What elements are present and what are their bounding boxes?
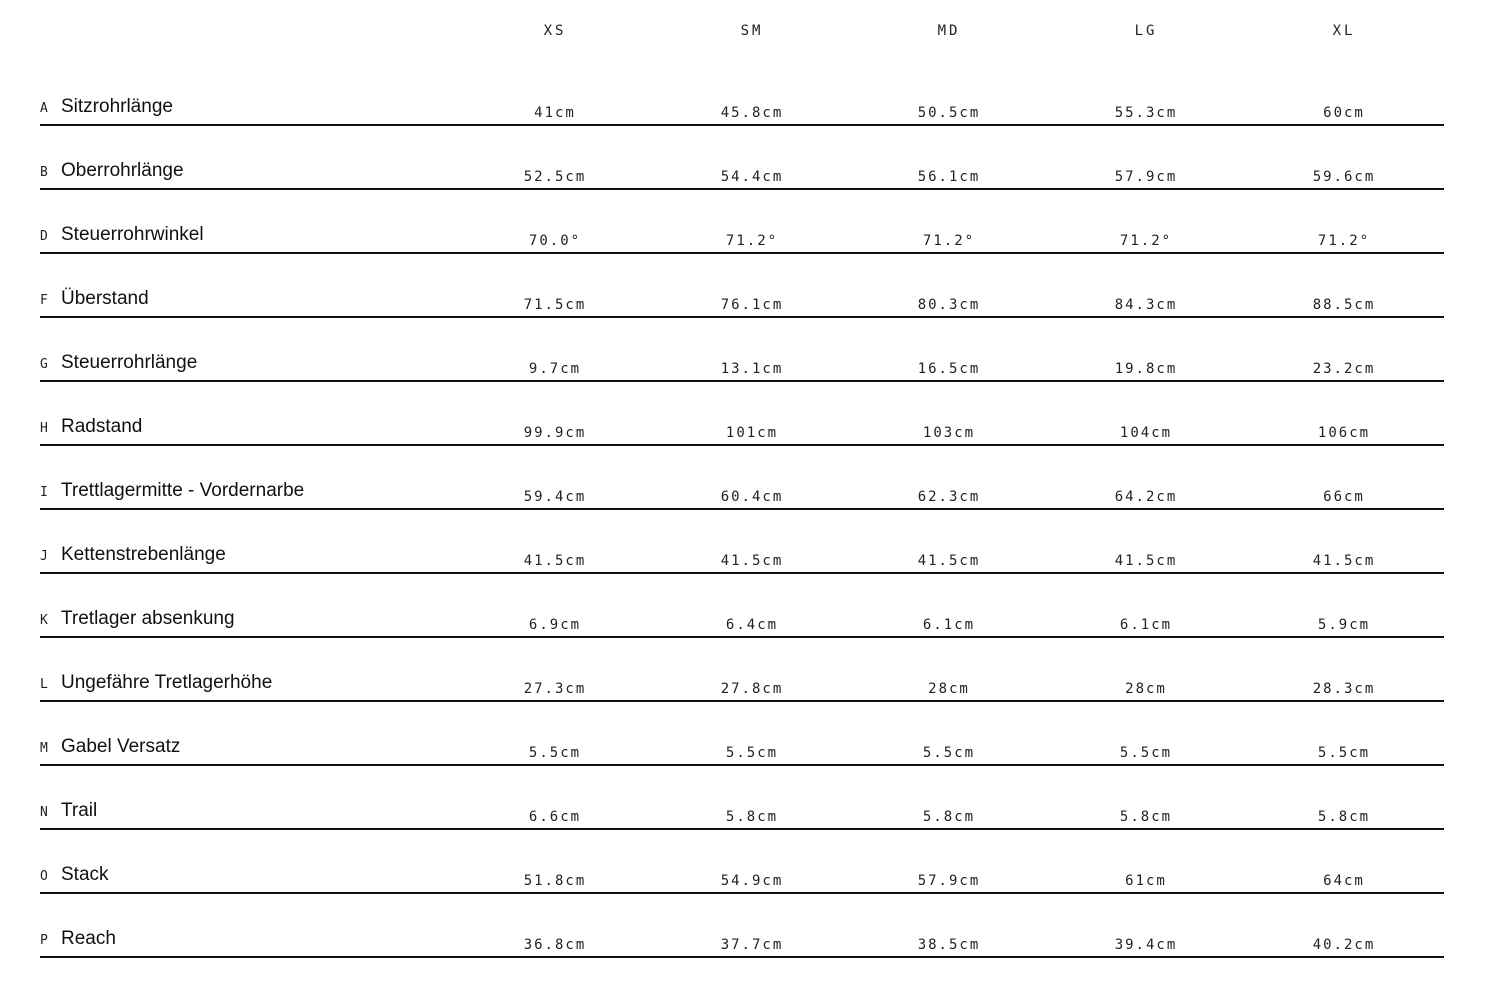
row-letter: J	[40, 549, 48, 564]
value-cell-md: 62.3cm	[917, 489, 981, 505]
value-cell-xs: 41.5cm	[523, 553, 587, 569]
value-cell-lg: 71.2°	[1119, 233, 1173, 249]
value-cell-sm: 54.4cm	[720, 169, 784, 185]
row-label: Stack	[61, 864, 109, 885]
table-row	[40, 638, 1444, 702]
size-header-sm: SM	[740, 23, 764, 39]
value-cell-md: 103cm	[922, 425, 976, 441]
row-letter: P	[40, 933, 48, 948]
table-row	[40, 126, 1444, 190]
table-row	[40, 702, 1444, 766]
value-cell-xs: 70.0°	[528, 233, 582, 249]
value-cell-xs: 9.7cm	[528, 361, 582, 377]
size-header-row	[40, 0, 1444, 62]
value-cell-xl: 5.9cm	[1317, 617, 1371, 633]
value-cell-xl: 60cm	[1323, 105, 1365, 121]
row-label: Radstand	[61, 416, 143, 437]
value-cell-xl: 71.2°	[1317, 233, 1371, 249]
row-label: Trail	[61, 800, 98, 821]
value-cell-lg: 64.2cm	[1114, 489, 1178, 505]
value-cell-xs: 51.8cm	[523, 873, 587, 889]
value-cell-xs: 59.4cm	[523, 489, 587, 505]
table-row	[40, 766, 1444, 830]
value-cell-xl: 40.2cm	[1312, 937, 1376, 953]
value-cell-md: 80.3cm	[917, 297, 981, 313]
size-header-xl: XL	[1332, 23, 1356, 39]
value-cell-lg: 6.1cm	[1119, 617, 1173, 633]
row-letter: M	[40, 741, 48, 756]
row-letter: N	[40, 805, 48, 820]
value-cell-xs: 6.6cm	[528, 809, 582, 825]
value-cell-md: 28cm	[928, 681, 970, 697]
value-cell-lg: 104cm	[1119, 425, 1173, 441]
row-letter: D	[40, 229, 48, 244]
row-label: Steuerrohrlänge	[61, 352, 198, 373]
value-cell-xl: 5.5cm	[1317, 745, 1371, 761]
row-label: Überstand	[61, 288, 149, 309]
value-cell-xl: 66cm	[1323, 489, 1365, 505]
table-row	[40, 894, 1444, 958]
row-label: Steuerrohrwinkel	[61, 224, 204, 245]
geometry-table	[40, 0, 1444, 958]
value-cell-sm: 60.4cm	[720, 489, 784, 505]
row-letter: L	[40, 677, 48, 692]
table-row	[40, 574, 1444, 638]
value-cell-sm: 101cm	[725, 425, 779, 441]
value-cell-xs: 27.3cm	[523, 681, 587, 697]
value-cell-sm: 5.5cm	[725, 745, 779, 761]
value-cell-md: 56.1cm	[917, 169, 981, 185]
value-cell-xl: 5.8cm	[1317, 809, 1371, 825]
value-cell-sm: 37.7cm	[720, 937, 784, 953]
value-cell-xs: 52.5cm	[523, 169, 587, 185]
value-cell-md: 6.1cm	[922, 617, 976, 633]
row-label: Tretlager absenkung	[61, 608, 235, 629]
value-cell-md: 71.2°	[922, 233, 976, 249]
table-row	[40, 382, 1444, 446]
row-label: Oberrohrlänge	[61, 160, 184, 181]
value-cell-lg: 55.3cm	[1114, 105, 1178, 121]
table-row	[40, 62, 1444, 126]
row-label: Reach	[61, 928, 116, 949]
row-letter: F	[40, 293, 48, 308]
size-header-md: MD	[937, 23, 961, 39]
table-row	[40, 190, 1444, 254]
value-cell-md: 50.5cm	[917, 105, 981, 121]
row-letter: G	[40, 357, 48, 372]
value-cell-sm: 41.5cm	[720, 553, 784, 569]
value-cell-md: 5.5cm	[922, 745, 976, 761]
size-header-xs: XS	[543, 23, 567, 39]
value-cell-sm: 6.4cm	[725, 617, 779, 633]
value-cell-md: 57.9cm	[917, 873, 981, 889]
value-cell-lg: 57.9cm	[1114, 169, 1178, 185]
row-letter: I	[40, 485, 48, 500]
size-header-lg: LG	[1134, 23, 1158, 39]
value-cell-md: 5.8cm	[922, 809, 976, 825]
value-cell-lg: 41.5cm	[1114, 553, 1178, 569]
value-cell-xl: 64cm	[1323, 873, 1365, 889]
row-label: Gabel Versatz	[61, 736, 181, 757]
value-cell-md: 41.5cm	[917, 553, 981, 569]
row-label: Sitzrohrlänge	[61, 96, 173, 117]
value-cell-lg: 5.8cm	[1119, 809, 1173, 825]
table-row	[40, 830, 1444, 894]
row-letter: K	[40, 613, 48, 628]
value-cell-xl: 59.6cm	[1312, 169, 1376, 185]
row-letter: H	[40, 421, 48, 436]
row-letter: A	[40, 101, 48, 116]
table-row	[40, 510, 1444, 574]
value-cell-xs: 5.5cm	[528, 745, 582, 761]
table-row	[40, 318, 1444, 382]
value-cell-sm: 27.8cm	[720, 681, 784, 697]
value-cell-xl: 106cm	[1317, 425, 1371, 441]
value-cell-xl: 88.5cm	[1312, 297, 1376, 313]
value-cell-lg: 61cm	[1125, 873, 1167, 889]
value-cell-xs: 71.5cm	[523, 297, 587, 313]
value-cell-xs: 36.8cm	[523, 937, 587, 953]
value-cell-md: 16.5cm	[917, 361, 981, 377]
value-cell-sm: 5.8cm	[725, 809, 779, 825]
value-cell-sm: 76.1cm	[720, 297, 784, 313]
geometry-rows	[40, 62, 1444, 958]
table-row	[40, 446, 1444, 510]
value-cell-xl: 23.2cm	[1312, 361, 1376, 377]
value-cell-xs: 41cm	[534, 105, 576, 121]
value-cell-sm: 45.8cm	[720, 105, 784, 121]
row-letter: O	[40, 869, 48, 884]
value-cell-xs: 6.9cm	[528, 617, 582, 633]
row-letter: B	[40, 165, 48, 180]
value-cell-lg: 28cm	[1125, 681, 1167, 697]
table-row	[40, 254, 1444, 318]
row-label: Kettenstrebenlänge	[61, 544, 226, 565]
value-cell-md: 38.5cm	[917, 937, 981, 953]
row-label: Ungefähre Tretlagerhöhe	[61, 672, 273, 693]
value-cell-sm: 71.2°	[725, 233, 779, 249]
value-cell-lg: 5.5cm	[1119, 745, 1173, 761]
value-cell-lg: 84.3cm	[1114, 297, 1178, 313]
value-cell-xl: 41.5cm	[1312, 553, 1376, 569]
value-cell-sm: 13.1cm	[720, 361, 784, 377]
value-cell-xl: 28.3cm	[1312, 681, 1376, 697]
value-cell-sm: 54.9cm	[720, 873, 784, 889]
value-cell-lg: 19.8cm	[1114, 361, 1178, 377]
row-label: Trettlagermitte - Vordernarbe	[61, 480, 305, 501]
value-cell-xs: 99.9cm	[523, 425, 587, 441]
value-cell-lg: 39.4cm	[1114, 937, 1178, 953]
